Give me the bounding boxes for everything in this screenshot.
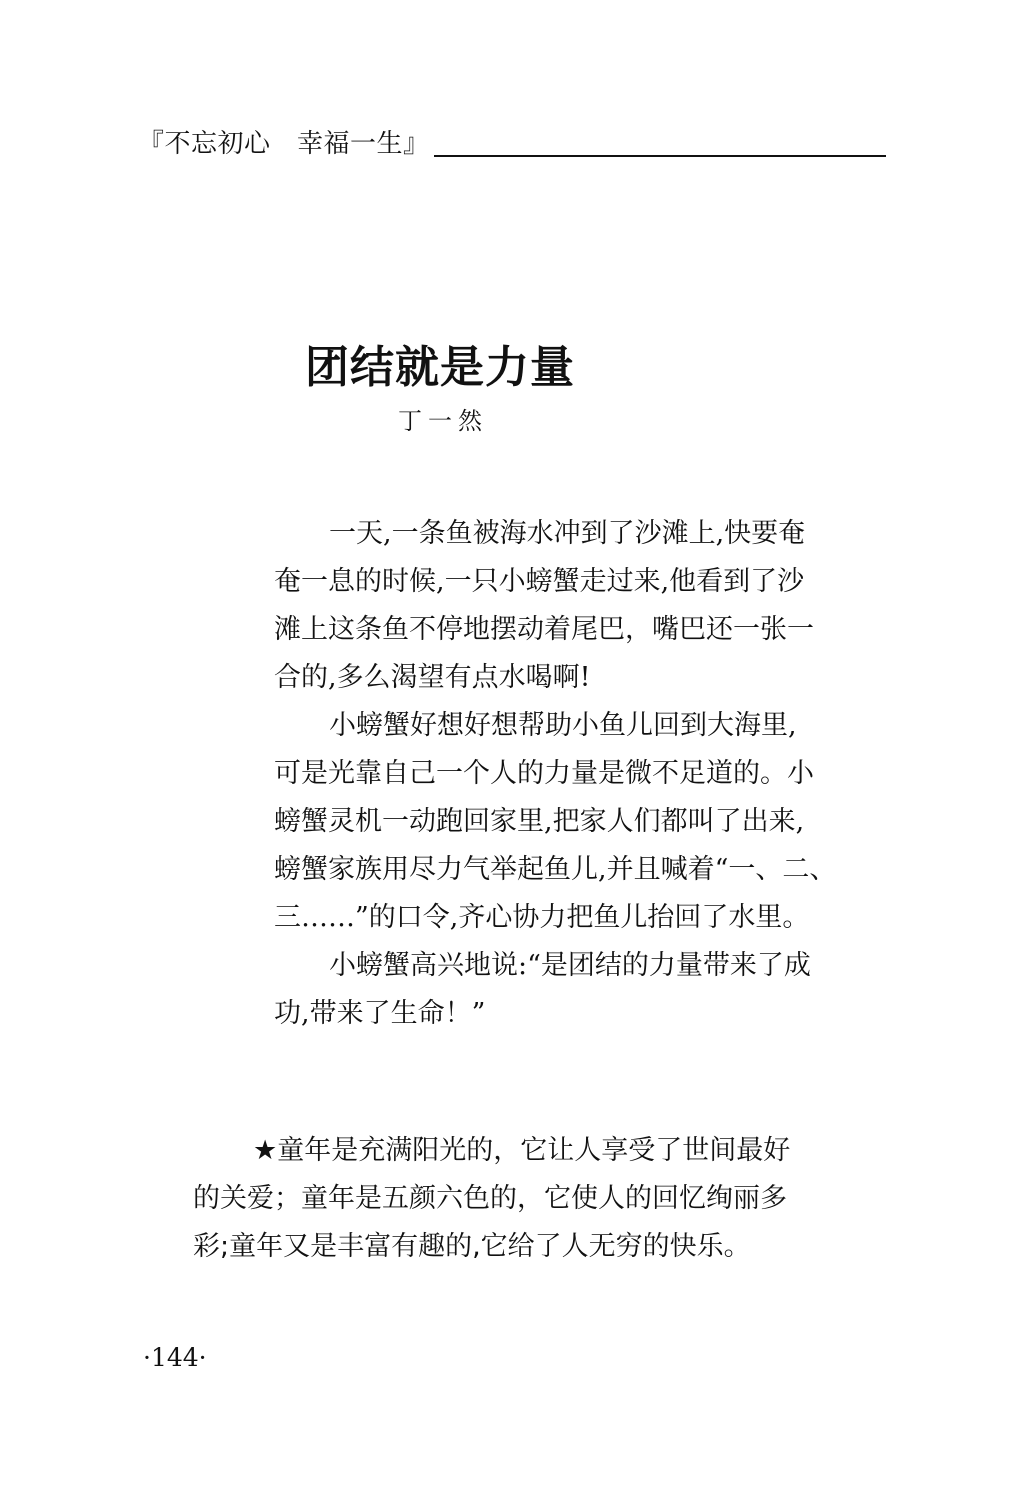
body-line: 螃蟹家族用尽力气举起鱼儿,并且喊着“一、二、	[274, 854, 837, 885]
note-line: 彩;童年又是丰富有趣的,它给了人无穷的快乐。	[193, 1231, 751, 1262]
body-line: 奄一息的时候,一只小螃蟹走过来,他看到了沙	[274, 566, 805, 597]
article-title: 团结就是力量	[305, 342, 575, 393]
body-line: 可是光靠自己一个人的力量是微不足道的。小	[274, 758, 814, 789]
header-title: 『不忘初心 幸福一生』	[138, 129, 430, 159]
body-line: 滩上这条鱼不停地摆动着尾巴，嘴巴还一张一	[274, 614, 814, 645]
header-rule	[434, 155, 886, 157]
body-line: 螃蟹灵机一动跑回家里,把家人们都叫了出来,	[274, 806, 805, 837]
article-author: 丁一然	[398, 407, 488, 435]
body-line: 小螃蟹好想好想帮助小鱼儿回到大海里,	[329, 710, 797, 741]
note-block	[193, 1128, 853, 1272]
page-number: ·144·	[143, 1343, 207, 1372]
running-header	[138, 128, 886, 162]
note-line: 的关爱；童年是五颜六色的，它使人的回忆绚丽多	[193, 1183, 787, 1214]
note-line: ★童年是充满阳光的，它让人享受了世间最好	[253, 1135, 791, 1166]
body-line: 功,带来了生命！”	[274, 998, 486, 1029]
body-line: 合的,多么渴望有点水喝啊!	[274, 662, 591, 693]
body-line: 一天,一条鱼被海水冲到了沙滩上,快要奄	[329, 518, 806, 549]
article-body	[274, 510, 864, 1038]
body-line: 小螃蟹高兴地说:“是团结的力量带来了成	[329, 950, 811, 981]
body-line: 三……”的口令,齐心协力把鱼儿抬回了水里。	[274, 902, 810, 933]
